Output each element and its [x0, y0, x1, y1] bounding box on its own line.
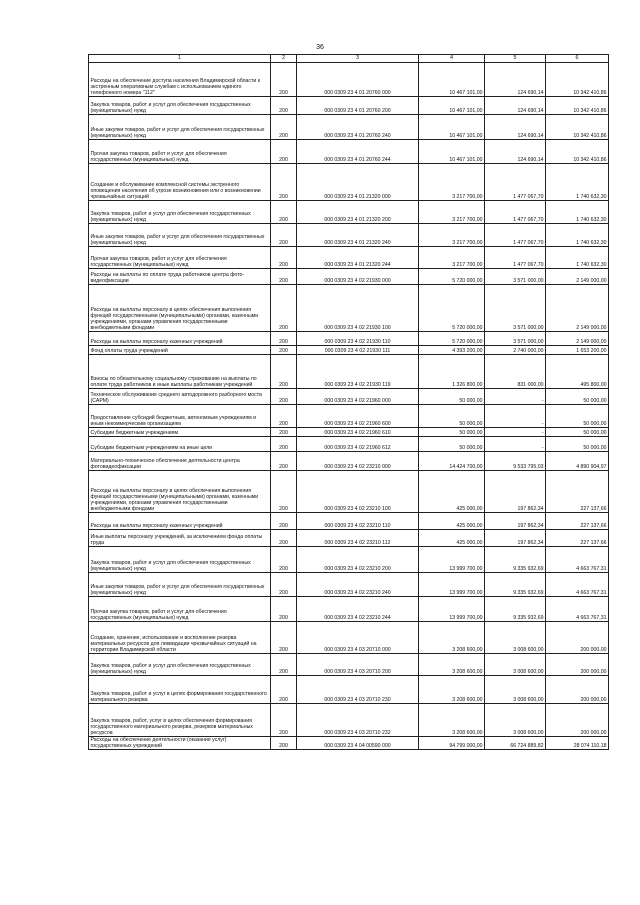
- row-admin-code: 200: [271, 428, 297, 437]
- row-name: Иные закупки товаров, работ и услуг для обеспечения государственных (муниципальных) нужд: [89, 224, 271, 247]
- row-executed-amount: 197 862,34: [485, 513, 546, 530]
- row-admin-code: 200: [271, 676, 297, 704]
- row-name: Расходы на выплаты персоналу казенных учреждений: [89, 513, 271, 530]
- row-executed-amount: 124 690,14: [485, 115, 546, 140]
- row-name: Взносы по обязательному социальному страхованию на выплаты по оплате труда работников и иные выплаты работникам учреждений: [89, 355, 271, 389]
- row-approved-amount: 94 799 000,00: [419, 737, 485, 750]
- row-approved-amount: 1 326 800,00: [419, 355, 485, 389]
- row-admin-code: 200: [271, 115, 297, 140]
- table-row: [89, 140, 609, 164]
- row-approved-amount: 3 217 700,00: [419, 247, 485, 269]
- table-row: [89, 654, 609, 676]
- row-unexecuted-amount: 50 000,00: [546, 437, 609, 452]
- row-approved-amount: 14 424 700,00: [419, 452, 485, 471]
- table-row: [89, 389, 609, 405]
- row-approved-amount: 50 000,00: [419, 389, 485, 405]
- row-admin-code: 200: [271, 164, 297, 201]
- row-executed-amount: 9 335 932,69: [485, 597, 546, 622]
- row-admin-code: 200: [271, 597, 297, 622]
- row-executed-amount: 124 690,14: [485, 140, 546, 164]
- table-row: [89, 63, 609, 97]
- row-name: Субсидии бюджетным учреждениям: [89, 428, 271, 437]
- row-executed-amount: 3 571 000,00: [485, 285, 546, 332]
- row-classification-code: 000 0309 23 4 02 21960 612: [297, 437, 419, 452]
- row-unexecuted-amount: 227 137,66: [546, 530, 609, 547]
- row-approved-amount: 50 000,00: [419, 405, 485, 428]
- row-unexecuted-amount: 4 663 767,31: [546, 573, 609, 597]
- row-unexecuted-amount: 50 000,00: [546, 405, 609, 428]
- row-classification-code: 000 0309 23 4 01 20760 240: [297, 115, 419, 140]
- row-executed-amount: 1 477 067,70: [485, 224, 546, 247]
- row-name: Расходы на выплаты по оплате труда работников центра фото-видеофиксации: [89, 269, 271, 285]
- row-admin-code: 200: [271, 704, 297, 737]
- row-classification-code: 000 0309 23 4 02 23210 112: [297, 530, 419, 547]
- table-row: [89, 164, 609, 201]
- row-unexecuted-amount: 495 800,00: [546, 355, 609, 389]
- row-name: Фонд оплаты труда учреждений: [89, 346, 271, 355]
- row-approved-amount: 10 467 101,00: [419, 97, 485, 115]
- row-unexecuted-amount: 200 000,00: [546, 654, 609, 676]
- row-approved-amount: 3 217 700,00: [419, 224, 485, 247]
- row-unexecuted-amount: 28 074 110,18: [546, 737, 609, 750]
- table-row: [89, 405, 609, 428]
- row-executed-amount: 3 008 600,00: [485, 622, 546, 654]
- row-name: Иные закупки товаров, работ и услуг для обеспечения государственных (муниципальных) нужд: [89, 115, 271, 140]
- row-executed-amount: 1 477 067,70: [485, 164, 546, 201]
- row-unexecuted-amount: 227 137,66: [546, 513, 609, 530]
- row-admin-code: 200: [271, 285, 297, 332]
- row-approved-amount: 13 999 700,00: [419, 597, 485, 622]
- row-admin-code: 200: [271, 332, 297, 346]
- column-header: 4: [419, 55, 485, 63]
- row-approved-amount: 425 000,00: [419, 530, 485, 547]
- row-admin-code: 200: [271, 201, 297, 224]
- row-executed-amount: -: [485, 428, 546, 437]
- row-approved-amount: 5 720 000,00: [419, 285, 485, 332]
- row-admin-code: 200: [271, 405, 297, 428]
- row-name: Прочая закупка товаров, работ и услуг для обеспечения государственных (муниципальных) нужд: [89, 597, 271, 622]
- row-approved-amount: 10 467 101,00: [419, 63, 485, 97]
- table-row: [89, 355, 609, 389]
- row-unexecuted-amount: 227 137,66: [546, 471, 609, 513]
- row-admin-code: 200: [271, 654, 297, 676]
- row-classification-code: 000 0309 23 4 02 21930 000: [297, 269, 419, 285]
- row-executed-amount: -: [485, 405, 546, 428]
- row-executed-amount: 124 690,14: [485, 63, 546, 97]
- row-classification-code: 000 0309 23 4 01 21320 200: [297, 201, 419, 224]
- row-name: Закупка товаров, работ и услуг для обеспечения государственных (муниципальных) нужд: [89, 654, 271, 676]
- row-classification-code: 000 0309 23 4 03 20710 000: [297, 622, 419, 654]
- row-unexecuted-amount: 10 342 410,86: [546, 115, 609, 140]
- row-executed-amount: 2 740 000,00: [485, 346, 546, 355]
- row-admin-code: 200: [271, 247, 297, 269]
- row-executed-amount: 3 008 600,00: [485, 654, 546, 676]
- row-classification-code: 000 0309 23 4 03 20710 200: [297, 654, 419, 676]
- row-classification-code: 000 0309 23 4 02 23210 000: [297, 452, 419, 471]
- row-name: Закупка товаров, работ и услуг для обеспечения государственных (муниципальных) нужд: [89, 201, 271, 224]
- row-admin-code: 200: [271, 737, 297, 750]
- row-approved-amount: 3 208 600,00: [419, 622, 485, 654]
- row-name: Расходы на обеспечение деятельности (оказание услуг) государственных учреждений: [89, 737, 271, 750]
- table-row: [89, 530, 609, 547]
- row-admin-code: 200: [271, 355, 297, 389]
- row-classification-code: 000 0309 23 4 02 21930 119: [297, 355, 419, 389]
- row-name: Расходы на выплаты персоналу в целях обеспечения выполнения функций государственными (муниципальными) органами, казенными учреждениями, органами управления государственными внебюджетными фондами: [89, 285, 271, 332]
- row-executed-amount: 3 008 600,00: [485, 704, 546, 737]
- row-admin-code: 200: [271, 437, 297, 452]
- row-executed-amount: 197 862,34: [485, 471, 546, 513]
- row-executed-amount: 9 533 795,03: [485, 452, 546, 471]
- row-name: Расходы на выплаты персоналу казенных учреждений: [89, 332, 271, 346]
- row-classification-code: 000 0309 23 4 03 20710 232: [297, 704, 419, 737]
- row-name: Прочая закупка товаров, работ и услуг для обеспечения государственных (муниципальных) нужд: [89, 140, 271, 164]
- row-name: Создание и обслуживание комплексной системы экстренного оповещения населения об угрозе возникновения или о возникновении чрезвычайных ситуаций: [89, 164, 271, 201]
- row-executed-amount: 3 571 000,00: [485, 332, 546, 346]
- table-row: [89, 452, 609, 471]
- row-name: Закупка товаров, работ и услуг для обеспечения государственных (муниципальных) нужд: [89, 97, 271, 115]
- row-admin-code: 200: [271, 573, 297, 597]
- row-admin-code: 200: [271, 471, 297, 513]
- row-name: Субсидии бюджетным учреждениям на иные цели: [89, 437, 271, 452]
- row-approved-amount: 3 208 600,00: [419, 654, 485, 676]
- row-approved-amount: 425 000,00: [419, 513, 485, 530]
- table-row: [89, 247, 609, 269]
- row-admin-code: 200: [271, 513, 297, 530]
- row-executed-amount: -: [485, 389, 546, 405]
- row-unexecuted-amount: 10 342 410,86: [546, 63, 609, 97]
- table-row: [89, 737, 609, 750]
- column-header: 6: [546, 55, 609, 63]
- table-header-row: [89, 55, 609, 63]
- row-name: Материально-техническое обеспечение деятельности центра фотовидеофиксации: [89, 452, 271, 471]
- row-approved-amount: 425 000,00: [419, 471, 485, 513]
- row-unexecuted-amount: 2 149 000,00: [546, 269, 609, 285]
- table-row: [89, 471, 609, 513]
- table-row: [89, 428, 609, 437]
- row-classification-code: 000 0309 23 4 02 21930 100: [297, 285, 419, 332]
- row-name: Закупка товаров, работ, услуг в целях обеспечения формирования государственного материального резерва, резервов материальных ресурсов: [89, 704, 271, 737]
- row-approved-amount: 10 467 101,00: [419, 115, 485, 140]
- row-classification-code: 000 0309 23 4 03 20710 230: [297, 676, 419, 704]
- table-row: [89, 547, 609, 573]
- table-row: [89, 224, 609, 247]
- table-body: [89, 55, 609, 750]
- row-unexecuted-amount: 2 149 000,00: [546, 285, 609, 332]
- row-approved-amount: 3 217 700,00: [419, 201, 485, 224]
- row-approved-amount: 3 217 700,00: [419, 164, 485, 201]
- row-admin-code: 200: [271, 547, 297, 573]
- row-approved-amount: 13 999 700,00: [419, 573, 485, 597]
- row-executed-amount: 124 690,14: [485, 97, 546, 115]
- row-classification-code: 000 0309 23 4 02 23210 110: [297, 513, 419, 530]
- row-executed-amount: 1 477 067,70: [485, 247, 546, 269]
- page-number: 36: [316, 44, 324, 51]
- table-row: [89, 676, 609, 704]
- row-name: Расходы на обеспечение доступа населения Владимирской области к экстренным оперативным службам с использованием единого телефонного номера "112": [89, 63, 271, 97]
- row-name: Расходы на выплаты персоналу в целях обеспечения выполнения функций государственными (муниципальными) органами, казенными учреждениями, органами управления государственными внебюджетными фондами: [89, 471, 271, 513]
- row-unexecuted-amount: 200 000,00: [546, 676, 609, 704]
- row-executed-amount: 66 724 889,82: [485, 737, 546, 750]
- row-unexecuted-amount: 50 000,00: [546, 389, 609, 405]
- row-name: Закупка товаров, работ и услуг для обеспечения государственных (муниципальных) нужд: [89, 547, 271, 573]
- row-classification-code: 000 0309 23 4 02 23210 240: [297, 573, 419, 597]
- row-classification-code: 000 0309 23 4 02 21960 610: [297, 428, 419, 437]
- row-classification-code: 000 0309 23 4 02 23210 100: [297, 471, 419, 513]
- row-unexecuted-amount: 4 890 904,97: [546, 452, 609, 471]
- row-classification-code: 000 0309 23 4 01 21320 000: [297, 164, 419, 201]
- row-admin-code: 200: [271, 622, 297, 654]
- row-approved-amount: 5 720 000,00: [419, 332, 485, 346]
- row-unexecuted-amount: 10 342 410,86: [546, 97, 609, 115]
- column-header: 2: [271, 55, 297, 63]
- table-row: [89, 704, 609, 737]
- row-name: Техническое обслуживание среднего автодорожного разборного моста (САРМ): [89, 389, 271, 405]
- row-unexecuted-amount: 1 740 632,30: [546, 201, 609, 224]
- column-header: 3: [297, 55, 419, 63]
- row-admin-code: 200: [271, 224, 297, 247]
- table-row: [89, 201, 609, 224]
- row-executed-amount: 3 571 000,00: [485, 269, 546, 285]
- table-row: [89, 437, 609, 452]
- row-unexecuted-amount: 4 663 767,31: [546, 597, 609, 622]
- row-approved-amount: 13 999 700,00: [419, 547, 485, 573]
- row-classification-code: 000 0309 23 4 01 21320 244: [297, 247, 419, 269]
- row-classification-code: 000 0309 23 4 02 21960 600: [297, 405, 419, 428]
- row-approved-amount: 3 208 600,00: [419, 704, 485, 737]
- row-name: Закупка товаров, работ и услуг в целях формирования государственного материального резерва: [89, 676, 271, 704]
- row-admin-code: 200: [271, 530, 297, 547]
- row-executed-amount: 1 477 067,70: [485, 201, 546, 224]
- row-name: Создание, хранение, использование и восполнение резерва материальных ресурсов для ликвидации чрезвычайных ситуаций на территории Владимирской области: [89, 622, 271, 654]
- row-name: Предоставление субсидий бюджетным, автономным учреждениям и иным некоммерческим организациям: [89, 405, 271, 428]
- row-unexecuted-amount: 2 149 000,00: [546, 332, 609, 346]
- row-admin-code: 200: [271, 269, 297, 285]
- row-classification-code: 000 0309 23 4 02 23210 244: [297, 597, 419, 622]
- table-row: [89, 115, 609, 140]
- row-unexecuted-amount: 4 663 767,31: [546, 547, 609, 573]
- table-row: [89, 513, 609, 530]
- row-name: Иные выплаты персоналу учреждений, за исключением фонда оплаты труда: [89, 530, 271, 547]
- column-header: 1: [89, 55, 271, 63]
- row-unexecuted-amount: 50 000,00: [546, 428, 609, 437]
- row-admin-code: 200: [271, 63, 297, 97]
- row-approved-amount: 3 208 600,00: [419, 676, 485, 704]
- table-row: [89, 622, 609, 654]
- table-row: [89, 97, 609, 115]
- row-unexecuted-amount: 10 342 410,86: [546, 140, 609, 164]
- row-name: Иные закупки товаров, работ и услуг для обеспечения государственных (муниципальных) нужд: [89, 573, 271, 597]
- row-executed-amount: -: [485, 437, 546, 452]
- row-admin-code: 200: [271, 452, 297, 471]
- row-classification-code: 000 0309 23 4 01 20760 244: [297, 140, 419, 164]
- row-executed-amount: 9 335 932,69: [485, 573, 546, 597]
- row-admin-code: 200: [271, 140, 297, 164]
- row-approved-amount: 4 393 200,00: [419, 346, 485, 355]
- row-admin-code: 200: [271, 346, 297, 355]
- row-classification-code: 000 0309 23 4 01 20760 000: [297, 63, 419, 97]
- row-classification-code: 000 0309 23 4 01 20760 200: [297, 97, 419, 115]
- row-approved-amount: 50 000,00: [419, 428, 485, 437]
- row-classification-code: 000 0309 23 4 02 21930 110: [297, 332, 419, 346]
- table-row: [89, 597, 609, 622]
- table-row: [89, 346, 609, 355]
- row-approved-amount: 5 720 000,00: [419, 269, 485, 285]
- row-unexecuted-amount: 1 653 200,00: [546, 346, 609, 355]
- row-classification-code: 000 0309 23 4 04 00590 000: [297, 737, 419, 750]
- row-classification-code: 000 0309 23 4 01 21320 240: [297, 224, 419, 247]
- row-executed-amount: 197 862,34: [485, 530, 546, 547]
- row-unexecuted-amount: 200 000,00: [546, 704, 609, 737]
- budget-execution-table: [88, 54, 609, 750]
- row-unexecuted-amount: 1 740 632,30: [546, 247, 609, 269]
- column-header: 5: [485, 55, 546, 63]
- row-executed-amount: 831 000,00: [485, 355, 546, 389]
- row-admin-code: 200: [271, 389, 297, 405]
- table-row: [89, 269, 609, 285]
- row-classification-code: 000 0309 23 4 02 21930 111: [297, 346, 419, 355]
- table-row: [89, 573, 609, 597]
- row-unexecuted-amount: 1 740 632,30: [546, 164, 609, 201]
- row-admin-code: 200: [271, 97, 297, 115]
- row-name: Прочая закупка товаров, работ и услуг для обеспечения государственных (муниципальных) нужд: [89, 247, 271, 269]
- row-approved-amount: 10 467 101,00: [419, 140, 485, 164]
- row-classification-code: 000 0309 23 4 02 21960 000: [297, 389, 419, 405]
- row-classification-code: 000 0309 23 4 02 23210 200: [297, 547, 419, 573]
- row-executed-amount: 9 335 932,69: [485, 547, 546, 573]
- table-row: [89, 332, 609, 346]
- row-unexecuted-amount: 1 740 632,30: [546, 224, 609, 247]
- row-unexecuted-amount: 200 000,00: [546, 622, 609, 654]
- row-executed-amount: 3 008 600,00: [485, 676, 546, 704]
- table-row: [89, 285, 609, 332]
- row-approved-amount: 50 000,00: [419, 437, 485, 452]
